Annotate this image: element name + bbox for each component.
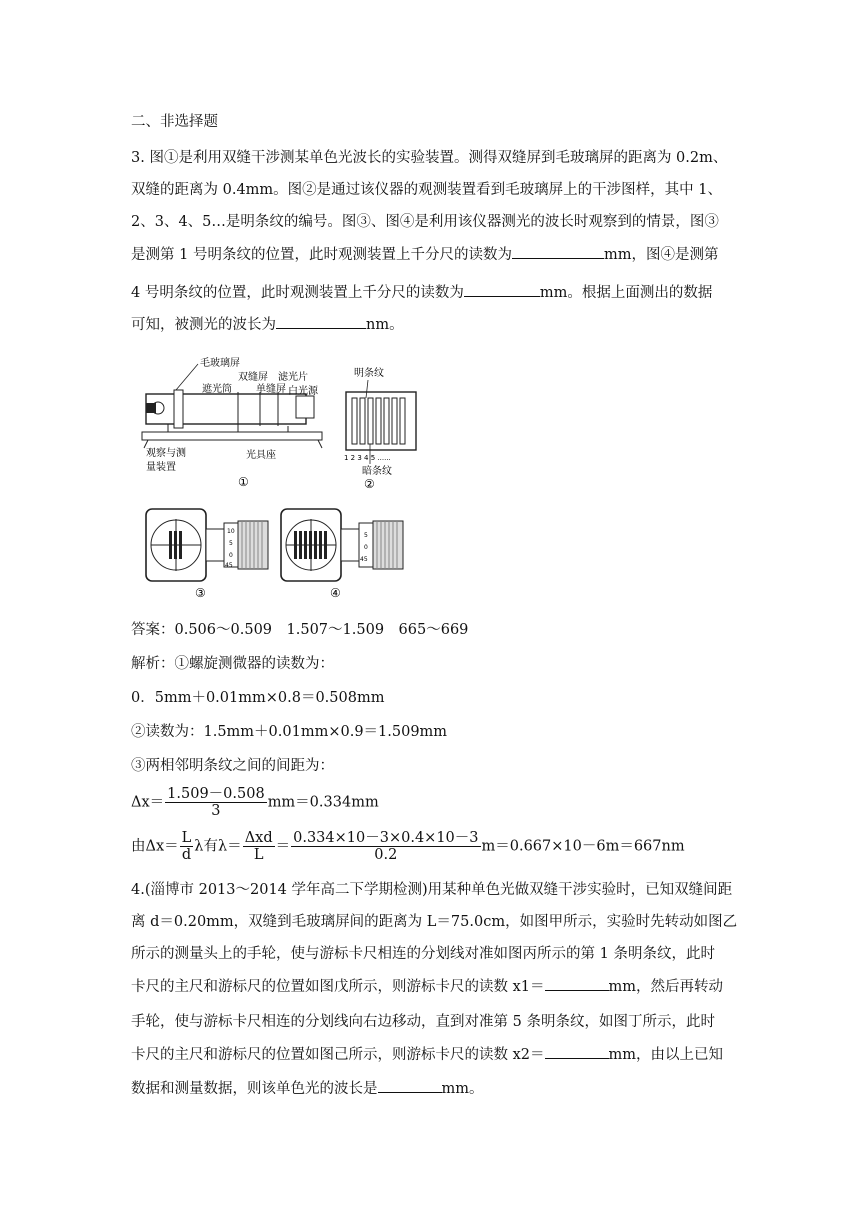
answer-blank-5[interactable]: [545, 1044, 609, 1059]
q4-line-7-unit: mm。: [441, 1081, 484, 1097]
answer-blank-1[interactable]: [512, 244, 604, 259]
q3-line-4: [131, 244, 718, 265]
figure-4-micrometer: [278, 505, 408, 600]
scale-label-45: 45: [360, 556, 368, 563]
label-bright-fringe: 明条纹: [354, 368, 384, 379]
fraction-numerator: 0.334×10－3×0.4×10－3: [293, 830, 479, 846]
analysis-line-4: ③两相邻明条纹之间的间距为：: [131, 758, 334, 774]
answer-blank-6[interactable]: [378, 1078, 442, 1093]
q3-line-4-unit: mm，图④是测第: [603, 247, 719, 263]
q3-line-5-unit: mm。根据上面测出的数据: [539, 285, 713, 301]
figure-1-apparatus: [138, 352, 338, 492]
scale-label-0: 0: [364, 544, 368, 551]
label-hood: 遮光筒: [202, 384, 232, 395]
q4-line-7-text: 数据和测量数据，则该单色光的波长是: [131, 1081, 378, 1097]
fraction-denominator: L: [253, 847, 264, 863]
label-screen: 毛玻璃屏: [200, 358, 240, 369]
formula-text: mm＝0.334mm: [267, 794, 379, 811]
label-bench: 光具座: [246, 450, 276, 461]
formula-text: Δx＝: [131, 794, 165, 811]
q3-line-6-text: 可知，被测光的波长为: [131, 317, 276, 333]
q4-line-7: [131, 1078, 484, 1099]
answer-blank-3[interactable]: [276, 314, 366, 329]
fraction-denominator: 0.2: [374, 847, 398, 863]
fraction: [243, 830, 275, 863]
label-observe-2: 量装置: [146, 462, 176, 473]
formula-text: m＝0.667×10－6m＝667nm: [481, 838, 685, 855]
label-light: 白光源: [288, 386, 318, 397]
q3-line-5: [131, 282, 712, 303]
formula-text: 由Δx＝: [131, 838, 179, 855]
formula-text: λ有λ＝: [194, 838, 242, 855]
analysis-line-1: 解析：①螺旋测微器的读数为：: [131, 656, 334, 672]
q4-line-4-unit: mm，然后再转动: [608, 979, 724, 995]
fraction-denominator: d: [181, 847, 192, 863]
scale-label-10: 10: [227, 528, 235, 535]
q3-line-6: [131, 314, 404, 335]
q3-line-6-unit: nm。: [366, 317, 404, 333]
q4-line-1: 4.(淄博市 2013～2014 学年高二下学期检测)用某种单色光做双缝干涉实验时，已知双缝间距: [131, 882, 733, 898]
label-filter: 滤光片: [278, 372, 308, 383]
q4-line-3: 所示的测量头上的手轮，使与游标卡尺相连的分划线对准如图丙所示的第 1 条明条纹，此时: [131, 946, 715, 962]
q3-line-1: 3. 图①是利用双缝干涉测某单色光波长的实验装置。测得双缝屏到毛玻璃屏的距离为 0.2m、: [131, 150, 728, 166]
analysis-line-3: ②读数为：1.5mm＋0.01mm×0.9＝1.509mm: [131, 724, 448, 740]
figure-4-caption: ④: [330, 586, 341, 600]
scale-label-0: 0: [229, 552, 233, 559]
section-title: 二、非选择题: [131, 114, 218, 130]
q4-line-6-unit: mm，由以上已知: [608, 1047, 724, 1063]
label-single-slit: 单缝屏: [256, 384, 286, 395]
figure-2-fringes: [338, 352, 438, 492]
label-dark-fringe: 暗条纹: [362, 466, 392, 477]
q3-line-5-text: 4 号明条纹的位置，此时观测装置上千分尺的读数为: [131, 285, 464, 301]
scale-label-5: 5: [229, 540, 233, 547]
analysis-line-2: 0．5mm＋0.01mm×0.8＝0.508mm: [131, 690, 385, 706]
formula-text: ＝: [275, 838, 291, 855]
label-double-slit: 双缝屏: [238, 372, 268, 383]
q4-line-6: [131, 1044, 723, 1065]
fraction-numerator: 1.509－0.508: [167, 786, 265, 802]
scale-label-5: 5: [364, 532, 368, 539]
answer-blank-4[interactable]: [545, 976, 609, 991]
figure-3-caption: ③: [195, 586, 206, 600]
figure-1-caption: ①: [238, 475, 249, 489]
label-observe-1: 观察与测: [146, 448, 186, 459]
fringe-numbers: 1 2 3 4 5 ......: [344, 454, 391, 462]
answer-blank-2[interactable]: [464, 282, 540, 297]
delta-x-formula: [131, 786, 379, 819]
fraction-numerator: L: [181, 830, 192, 846]
fraction: [165, 786, 267, 819]
q4-line-6-text: 卡尺的主尺和游标尺的位置如图己所示，则游标卡尺的读数 x2＝: [131, 1047, 545, 1063]
answer-line: 答案：0.506～0.509 1.507～1.509 665～669: [131, 622, 469, 638]
q4-line-5: 手轮，使与游标卡尺相连的分划线向右边移动，直到对准第 5 条明条纹，如图丁所示，此时: [131, 1014, 715, 1030]
fraction: [180, 830, 194, 863]
figure-2-caption: ②: [364, 477, 375, 491]
q3-line-4-text: 是测第 1 号明条纹的位置，此时观测装置上千分尺的读数为: [131, 247, 512, 263]
q3-line-2: 双缝的距离为 0.4mm。图②是通过该仪器的观测装置看到毛玻璃屏上的干涉图样，其中 1、: [131, 182, 722, 198]
q4-line-2: 离 d＝0.20mm，双缝到毛玻璃屏间的距离为 L＝75.0cm，如图甲所示，实验时先转动如图乙: [131, 914, 738, 930]
fraction-denominator: 3: [211, 803, 221, 819]
fraction: [291, 830, 480, 863]
q4-line-4-text: 卡尺的主尺和游标尺的位置如图戊所示，则游标卡尺的读数 x1＝: [131, 979, 545, 995]
figure-3-micrometer: [143, 505, 273, 600]
q4-line-4: [131, 976, 723, 997]
scale-label-45: 45: [225, 562, 233, 569]
wavelength-formula: [131, 830, 685, 863]
fraction-numerator: Δxd: [244, 830, 273, 846]
q3-line-3: 2、3、4、5…是明条纹的编号。图③、图④是利用该仪器测光的波长时观察到的情景，图③: [131, 214, 719, 230]
